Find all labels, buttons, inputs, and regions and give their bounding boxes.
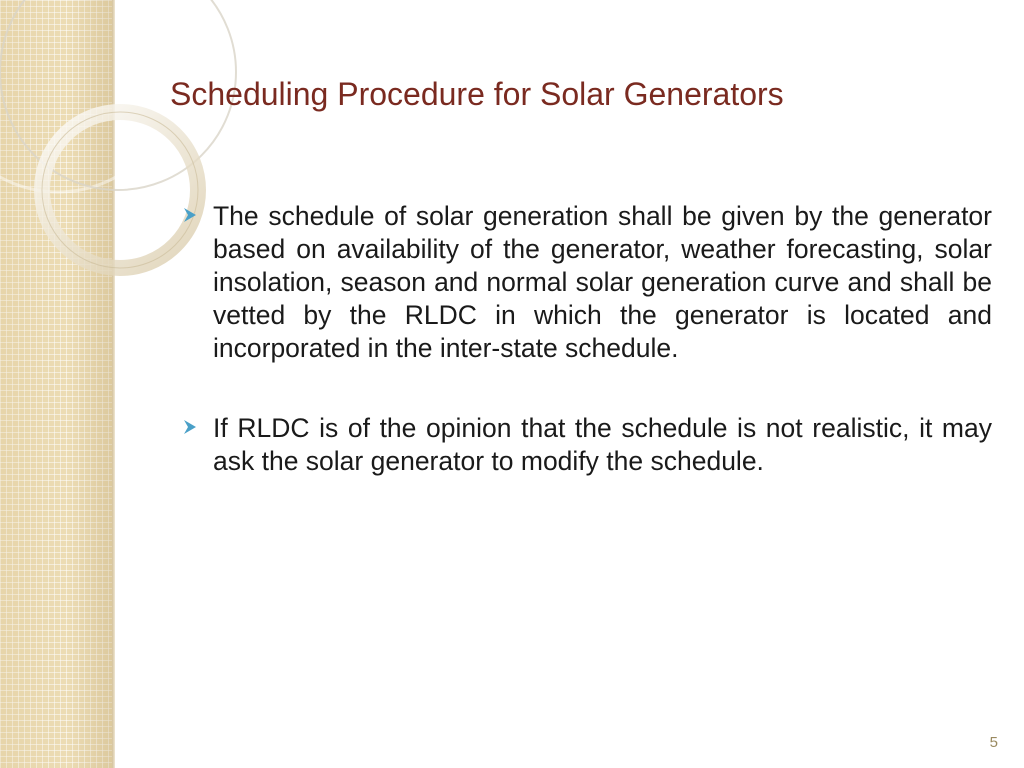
bullet-list: [182, 200, 992, 525]
arrowhead-bullet-icon: [182, 419, 198, 435]
arrowhead-bullet-icon: [182, 207, 198, 223]
slide-title: Scheduling Procedure for Solar Generators: [170, 76, 784, 112]
bullet-text: If RLDC is of the opinion that the schedule is not realistic, it may ask the solar generator to modify the schedule.: [213, 413, 992, 476]
page-number: 5: [989, 734, 998, 751]
bullet-item: [182, 412, 992, 478]
bullet-item: [182, 200, 992, 365]
bullet-text: The schedule of solar generation shall be given by the generator based on availability of the generator, weather forecasting, solar insolation, season and normal solar generation curve and shall be vetted by the RLDC in which the generator is located and incorporated in the inter-state schedule.: [213, 201, 992, 363]
